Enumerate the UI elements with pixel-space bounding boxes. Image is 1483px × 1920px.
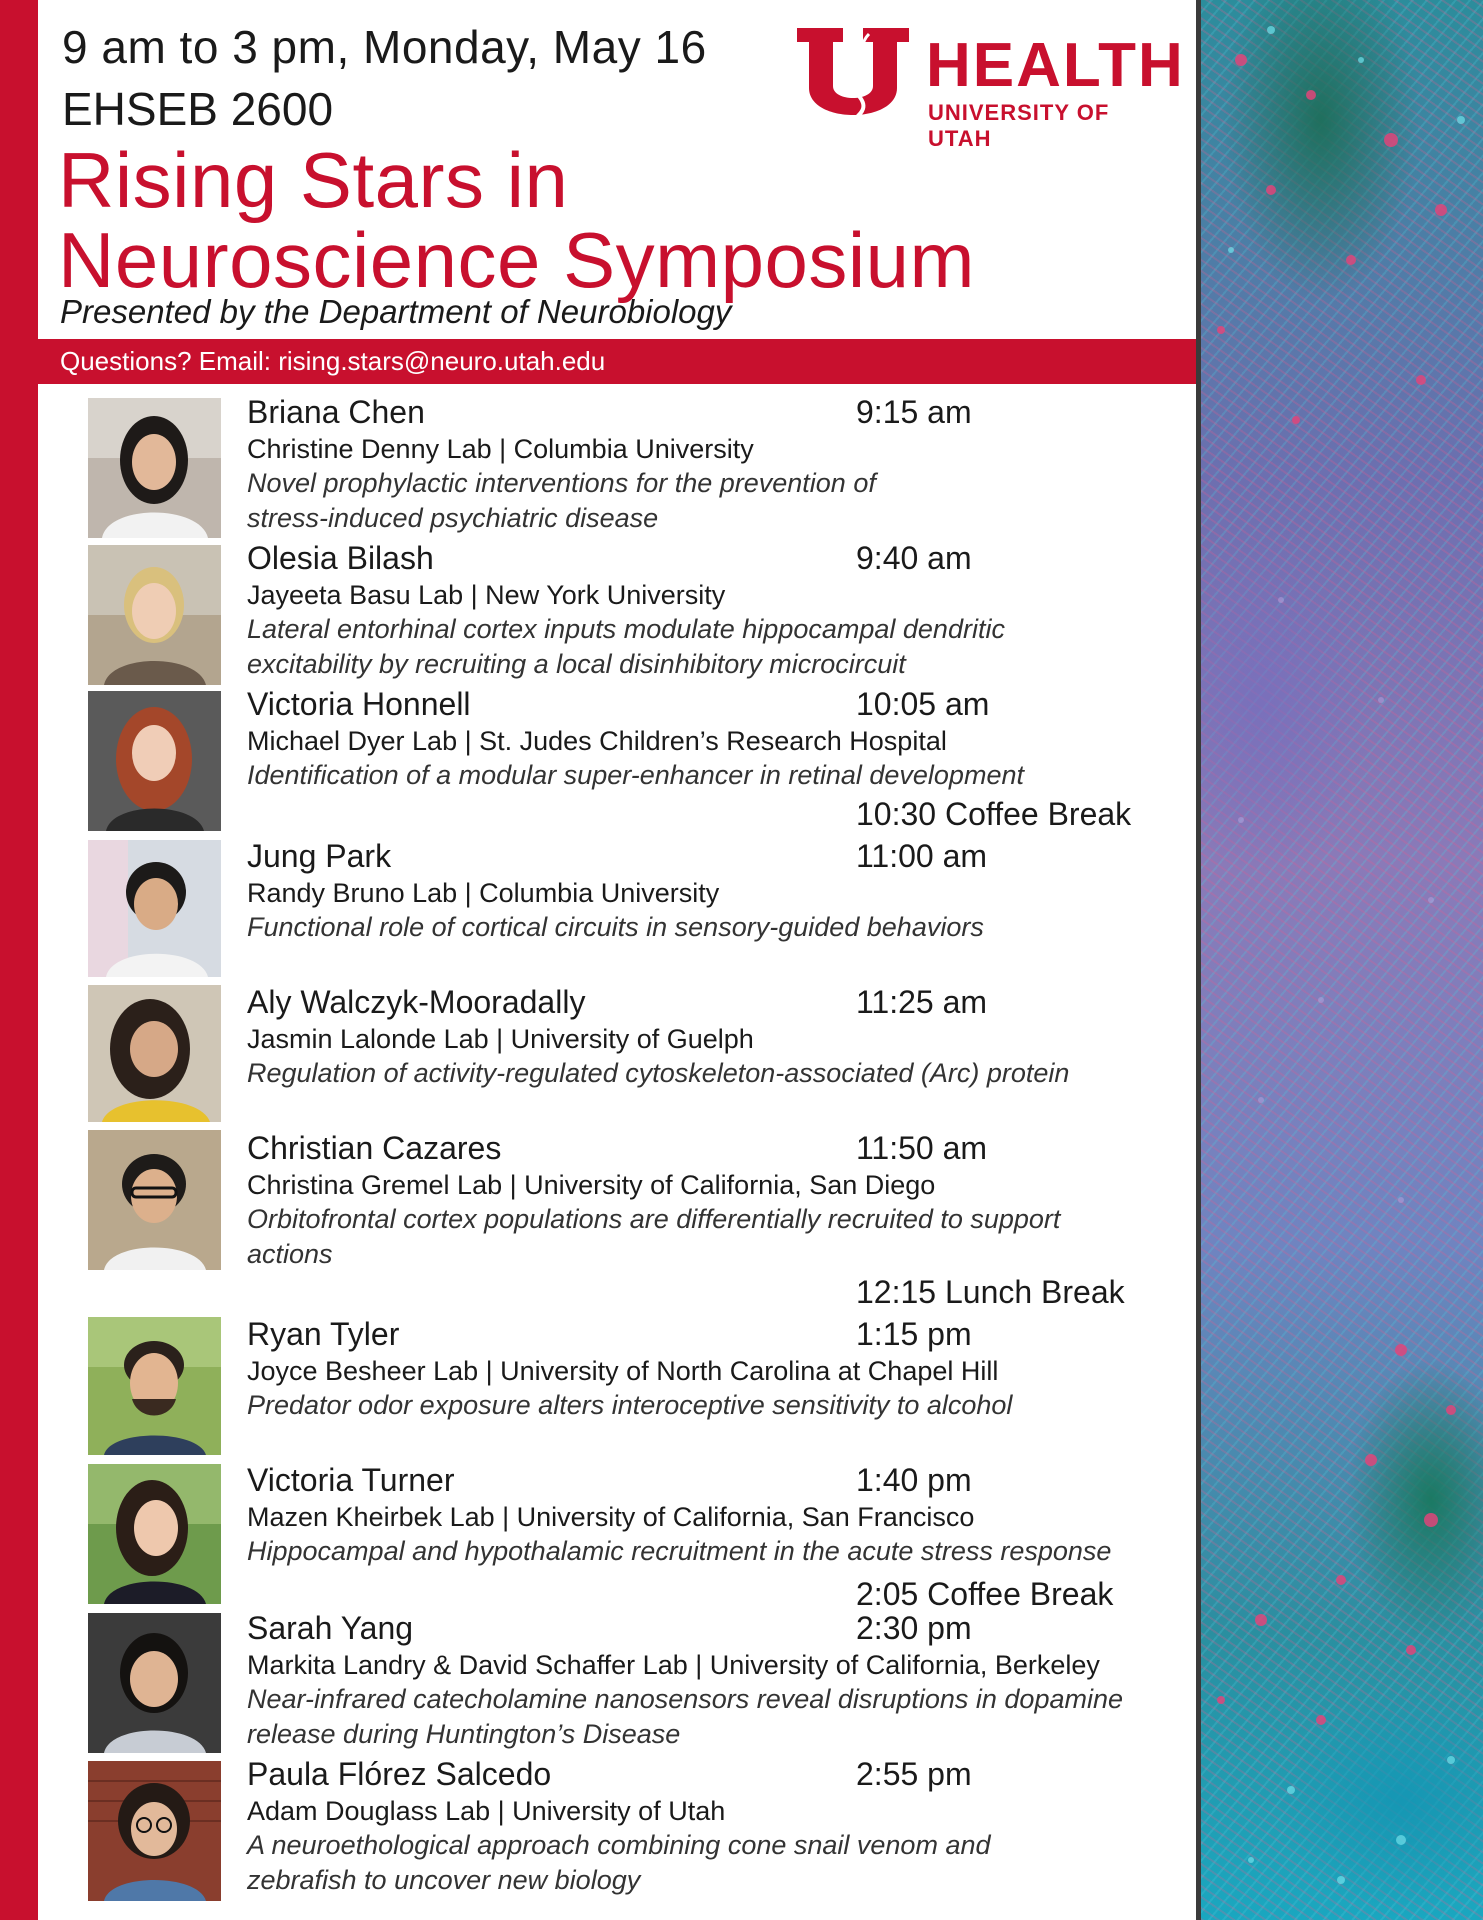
logo-university-text: UNIVERSITY OF UTAH [928,100,1110,151]
speaker-lab: Joyce Besheer Lab | University of North Carolina at Chapel Hill [247,1356,999,1386]
title-line-1: Rising Stars in [58,136,569,224]
talk-title-line: Identification of a modular super-enhancer in retinal development [247,760,1024,790]
speaker-photo [88,985,221,1122]
speaker-photo [88,1761,221,1901]
presenter-line: Presented by the Department of Neurobiology [60,293,732,330]
speaker-name: Olesia Bilash [247,540,434,576]
talk-title [247,1682,1197,1752]
talk-title-line: stress-induced psychiatric disease [247,503,659,533]
contact-email-bar: Questions? Email: rising.stars@neuro.utah.edu [38,339,1196,384]
speaker-name: Briana Chen [247,394,425,430]
neuron-micrograph-image [1201,0,1483,1920]
speaker-lab: Michael Dyer Lab | St. Judes Children’s Research Hospital [247,726,947,756]
speaker-time: 9:15 am [856,394,972,430]
speaker-photo [88,545,221,685]
u-health-logo [793,24,1185,151]
speaker-name: Victoria Turner [247,1462,455,1498]
speaker-time: 11:50 am [856,1130,988,1166]
talk-title [247,1534,1197,1569]
talk-title-line: Functional role of cortical circuits in sensory-guided behaviors [247,912,984,942]
speaker-name: Paula Flórez Salcedo [247,1756,552,1792]
speaker-lab: Mazen Kheirbek Lab | University of California, San Francisco [247,1502,975,1532]
event-date-time: 9 am to 3 pm, Monday, May 16 [62,21,707,73]
speaker-name: Sarah Yang [247,1610,414,1646]
talk-title-line: Hippocampal and hypothalamic recruitment in the acute stress response [247,1536,1112,1566]
talk-title [247,1056,1197,1091]
speaker-photo [88,398,221,538]
talk-title [247,612,1197,682]
speaker-photo [88,840,221,977]
block-u-logo-icon [793,24,913,129]
talk-title [247,758,1197,793]
speaker-lab: Adam Douglass Lab | University of Utah [247,1796,726,1826]
logo-health-text: HEALTH [926,31,1185,100]
speaker-name: Christian Cazares [247,1130,502,1166]
event-location: EHSEB 2600 [62,83,334,135]
speaker-time: 2:55 pm [856,1756,972,1792]
talk-title-line: release during Huntington’s Disease [247,1719,681,1749]
speaker-photo [88,1130,221,1270]
speaker-lab: Jayeeta Basu Lab | New York University [247,580,726,610]
speaker-photo [88,691,221,831]
speaker-photo [88,1613,221,1753]
talk-title [247,910,1197,945]
talk-title-line: Orbitofrontal cortex populations are differentially recruited to support [247,1204,1061,1234]
talk-title-line: Lateral entorhinal cortex inputs modulate hippocampal dendritic [247,614,1005,644]
speaker-name: Jung Park [247,838,392,874]
talk-title-line: Near-infrared catecholamine nanosensors reveal disruptions in dopamine [247,1684,1123,1714]
talk-title [247,466,1197,536]
talk-title-line: A neuroethological approach combining cone snail venom and [247,1830,991,1860]
talk-title [247,1828,1197,1898]
speaker-time: 2:30 pm [856,1610,972,1646]
speaker-lab: Christine Denny Lab | Columbia University [247,434,754,464]
break-label: 2:05 Coffee Break [856,1576,1114,1612]
talk-title [247,1388,1197,1423]
micrograph-cells [1201,0,1483,1920]
speaker-time: 10:05 am [856,686,990,722]
speaker-time: 9:40 am [856,540,972,576]
talk-title-line: Regulation of activity-regulated cytoskeleton-associated (Arc) protein [247,1058,1070,1088]
talk-title-line: Novel prophylactic interventions for the prevention of [247,468,876,498]
break-label: 12:15 Lunch Break [856,1274,1125,1310]
talk-title-line: zebrafish to uncover new biology [247,1865,641,1895]
speaker-name: Ryan Tyler [247,1316,400,1352]
speaker-lab: Markita Landry & David Schaffer Lab | University of California, Berkeley [247,1650,1100,1680]
talk-title-line: Predator odor exposure alters interoceptive sensitivity to alcohol [247,1390,1013,1420]
speaker-lab: Jasmin Lalonde Lab | University of Guelph [247,1024,754,1054]
title-line-2: Neuroscience Symposium [58,216,976,304]
symposium-title [58,136,976,304]
speaker-lab: Christina Gremel Lab | University of California, San Diego [247,1170,936,1200]
speaker-time: 11:25 am [856,984,988,1020]
break-label: 10:30 Coffee Break [856,796,1132,832]
speaker-photo [88,1317,221,1455]
speaker-time: 11:00 am [856,838,988,874]
speaker-time: 1:40 pm [856,1462,972,1498]
speaker-name: Victoria Honnell [247,686,471,722]
talk-title-line: actions [247,1239,333,1269]
speaker-photo [88,1464,221,1604]
speaker-lab: Randy Bruno Lab | Columbia University [247,878,720,908]
talk-title-line: excitability by recruiting a local disinhibitory microcircuit [247,649,906,679]
speaker-time: 1:15 pm [856,1316,972,1352]
speaker-name: Aly Walczyk-Mooradally [247,984,586,1020]
talk-title [247,1202,1197,1272]
left-red-stripe [0,0,38,1920]
